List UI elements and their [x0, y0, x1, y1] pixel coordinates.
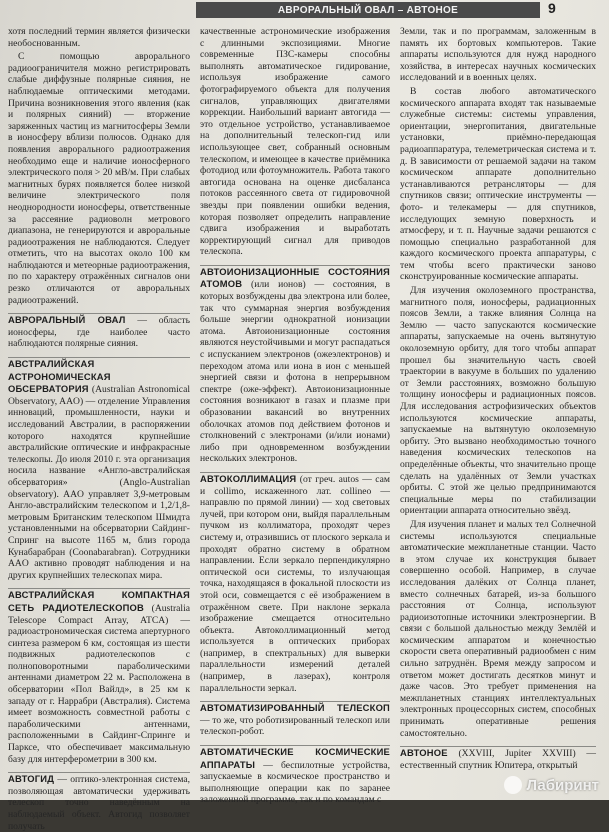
labirint-logo-icon: [504, 776, 522, 794]
entry-atca: [8, 589, 190, 765]
page-number: 9: [548, 0, 556, 16]
entry-text: — беспилотные устройства, запускаемые в космическое пространство и выполняющие операции как по заранее заложенной программе, так и по командам с: [200, 759, 390, 806]
entry-term: АВТОКОЛЛИМАЦИЯ: [200, 472, 297, 484]
paragraph: Для изучения планет и малых тел Солнечной системы используются специальные автоматические межпланетные станции. Часто в этом случае их конструкция бывает совершенно особой. Например, в случае исследования далёких от Солнца планет, вместо солнечных батарей, из-за большого расстояния от Солнца, используют радиоизотопные источники электроэнергии. В связи с большой дальностью между Землёй и космическим аппаратом и конечностью скорости света оперативный радиообмен с ним сильно затруднён. Время между запросом и ответом может достигать десятков минут и даже часов. Это требует применения на межпланетных станциях интеллектуальных электронных процессорных систем, способных принимать оперативные решения самостоятельно.: [400, 518, 596, 739]
paragraph: Земли, так и по программам, заложенным в память их бортовых компьютеров. Такие аппараты используются для нужд народного хозяйства, в интересах научных космических исследований и в военных целях.: [400, 26, 596, 84]
entry-text: (Australia Telescope Compact Array, ATCA) — радиоастрономическая система апертурного синтеза размером 6 км, состоящая из шести подвижных радиотелескопов с полноповоротными параболическими антеннами диаметром 22 м. Расположена в обсерватории «Пол Вайлд», в 25 км к западу от г. Наррабри (Австралия). Система имеет возможность совместной работы с параболическими антеннами, расположенными в Сайдинг-Спринге и Парксе, что обеспечивает максимальную базу для интерферометрии в 300 км.: [8, 602, 191, 765]
entry-text: (от греч. autos — сам и collimo, искаженного лат. collineo — направлю по прямой линии) — ход световых лучей, при котором они, выйдя параллельным пучком из коллиматора, проходят через систему и, отразившись от плоского зеркала и проходят обратно систему в обратном направлении. Если зеркало перпендикулярно оптической оси системы, то излучающая точка, находящаяся в фокальной плоскости из этой оси, совмещается с её изображением в отражённом свете. При наклоне зеркала изображение смещается относительно объекта. Автоколлимационный метод используется в оптических приборах (например, в спектральных) для выверки параллельности измерений деталей (например, в лазерах), контроля параллельности зеркал.: [200, 473, 390, 694]
column-left: [8, 26, 191, 832]
entry-text: (Australian Astronomical Observatory, AAO) — отделение Управления инноваций, промышленности, науки и исследований Австралии, в распоряжении которого находятся крупнейшие австралийские оптические и инфракрасные телескопы. До июля 2010 г. эта организация носила название «Англо-австралийская обсерватория» (Anglo-Australian observatory). AAO управляет 3,9-метровым Англо-австралийским телескопом и 1,2/1,8-метровым Британским телескопом Шмидта установленными на обсерватории Сайдинг-Спринг на высоте 1165 м, близ города Кунабарабран (Coonabarabran). Сотрудники AAO активно проводят наблюдения и на других крупнейших телескопах мира.: [8, 384, 190, 581]
entry-term: АВТОМАТИЗИРОВАННЫЙ ТЕЛЕСКОП: [200, 702, 390, 714]
entry-term: АВТОИОНИЗАЦИОННЫЕ СОСТОЯНИЯ АТОМОВ: [200, 265, 390, 290]
entry-autocollimation: [200, 473, 390, 694]
entry-term: АВСТРАЛИЙСКАЯ КОМПАКТНАЯ СЕТЬ РАДИОТЕЛЕСКОПОВ: [8, 589, 190, 613]
entry-automated-telescope: [200, 702, 390, 738]
column-right: [400, 26, 596, 794]
entry-term: АВТОНОЕ: [400, 747, 448, 759]
running-title: АВРОРАЛЬНЫЙ ОВАЛ – АВТОНОЕ: [277, 4, 459, 16]
paragraph: хотя последний термин является физически необоснованным.: [8, 26, 190, 49]
watermark-logo: [504, 776, 599, 794]
watermark-text: Лабиринт: [526, 776, 599, 794]
paragraph: Для изучения околоземного пространства, магнитного поля, ионосферы, радиационных поясов Земли, а также влияния Солнца на Землю — часто запускаются космические аппараты, запускаемые на очень вытянутую околоземную орбиту, для того чтобы аппарат прошел бы значительную часть своей траектории в вакууме в больших по удалению от Земли расстояниях, возможно большую толщину ионосферы и радиационных поясов. Для исследования астрофизических объектов используются космические аппараты, запускаемые на вытянутую околоземную орбиту. Это вызвано необходимостью точного наведения космических телескопов на определённые объекты, что значительно проще сделать на удалённых от Земли участках орбиты. С этой же целью предпринимаются специальные меры по стабилизации ориентации аппарата относительно звёзд.: [400, 285, 596, 517]
entry-text: (XXVIII, Jupiter XXVIII) — естественный спутник Юпитера, открытый: [400, 748, 596, 771]
entry-aao: [8, 358, 190, 581]
entry-auroral-oval: [8, 314, 190, 350]
entry-automatic-spacecraft: [200, 746, 390, 806]
entry-term: АВРОРАЛЬНЫЙ ОВАЛ: [8, 314, 126, 326]
entry-text: (или ионов) — состояния, в которых возбуждены два электрона или более, так что суммарная энергия возбуждения больше энергии однократной ионизации атома. Автоионизационные состояния являются неустойчивыми и могут распадаться с испусканием электронов (ожеэлектронов) и переходом атома или иона в ион с меньшей энергией связи и фотона в непрерывном спектре (оже-эффект). Автоионизационные состояния возникают в газах и плазме при образовании вакансий во внутренних оболочках атомов под действием фотонов и столкновений с электронами (и/или ионами) либо при одновременном возбуждении нескольких электронов.: [200, 279, 390, 465]
entry-term: АВТОГИД: [8, 773, 55, 785]
entry-autoionization: [200, 266, 390, 465]
entry-term: АВСТРАЛИЙСКАЯ АСТРОНОМИЧЕСКАЯ ОБСЕРВАТОРИЯ: [8, 358, 111, 395]
running-header: [196, 2, 540, 18]
paragraph: В состав любого автоматического космического аппарата входят так называемые служебные системы: системы управления, ориентации, энергопитания, двигательные установки, приёмно-передающая радиоаппаратура, телеметрическая система и т. д. В зависимости от решаемой задачи на таком космическом аппарате дополнительно устанавливаются ретрансляторы — для спутников связи; оптические инструменты — фото- и телекамеры — для спутников, исследующих земную поверхность и атмосферу, и т. п. Научные задачи решаются с помощью специально разработанной для каждого космического проекта аппаратуры, с тем чтобы всего практически заново сконструированные космические аппараты.: [400, 85, 596, 283]
entry-text: — область ионосферы, где наиболее часто наблюдаются полярные сияния.: [8, 315, 191, 350]
paragraph: качественные астрономические изображения с длинными экспозициями. Многие современные ПЗС-камеры способны выполнять автоматическое гидирование, используя изображение самого фотографируемого объекта для получения сигналов, управляющих двигателями коррекции. Наибольший вариант автогида — это отдельное устройство, устанавливаемое на дополнительный телескоп-гид или использующее свет, собранный основным телескопом, и имеющее в качестве приёмника фотодиод или фотоумножитель. Работа такого автогида основана на оценке дисбаланса потоков рассеянного света от гидировочной звезды при появлении ошибки ведения, которая позволяет определить направление сдвига изображения и выработать корректирующий сигнал для приводов телескопа.: [200, 26, 390, 258]
entry-autonoe: [400, 747, 596, 771]
entry-term: АВТОМАТИЧЕСКИЕ КОСМИЧЕСКИЕ АППАРАТЫ: [200, 746, 390, 770]
entry-text: — то же, что роботизированный телескоп или телескоп-робот.: [200, 714, 390, 738]
column-middle: [200, 26, 390, 806]
paragraph: С помощью аврорального радиоограничителя можно регистрировать слабые диффузные полярные сияния, не наблюдаемые оптическими методами. Причина возникновения этого явления (как и полярных сияний) — вторжение заряженных частиц из магнитосферы Земли в ионосферу вблизи полюсов. Однако для появления аврорального радиоотражения необходимо еще и наличие ионосферного электрического поля > 20 мВ/м. При слабых магнитных бурях появляется более низкой величине электрического поля неоднородности ионосферы, ответственные за рассеяние радиоволн метрового диапазона, не генерируются и авроральные радиоотражения не наблюдаются. Следует отметить, что на высотах около 100 км наблюдаются и метеорные радиоотражения, по по характеру отражённых сигналов они резко отличаются от авроральных радиоотражений.: [8, 51, 190, 306]
entry-autoguider: [8, 773, 190, 832]
entry-text: — оптико-электронная система, позволяющая автоматически удерживать телескоп точно наведённым на наблюдаемый объект. Автогид позволяет получать: [8, 774, 190, 832]
